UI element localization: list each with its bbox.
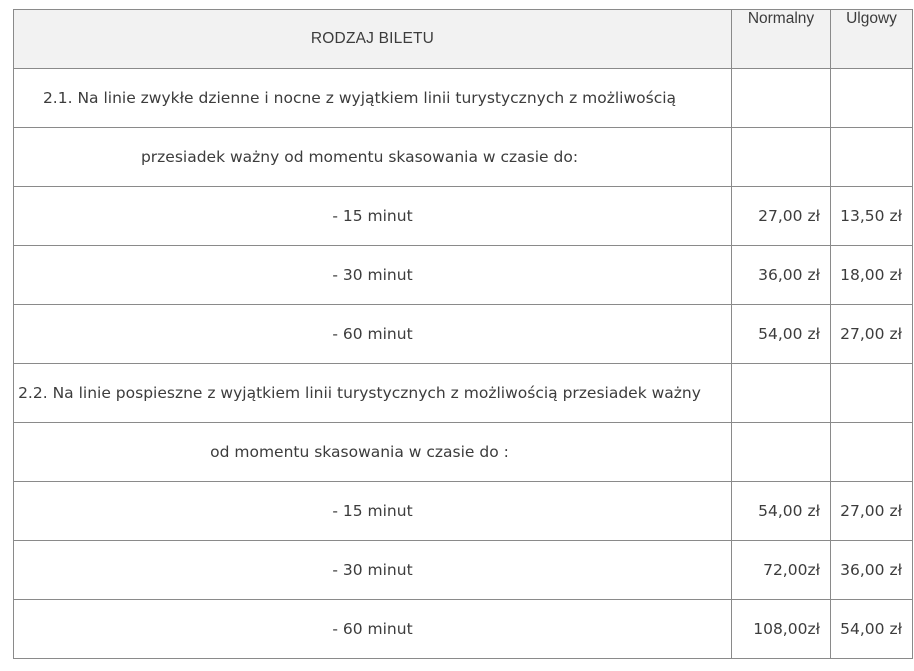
header-ticket-type: RODZAJ BILETU [14,10,732,69]
price-reduced: 27,00 zł [831,482,913,541]
row-description: 2.2. Na linie pospieszne z wyjątkiem linii turystycznych z możliwością przesiadek ważny [14,364,732,423]
row-description: - 15 minut [14,187,732,246]
header-reduced: Ulgowy [831,10,913,69]
table-row [14,600,913,659]
table-row [14,541,913,600]
fare-table [13,9,913,659]
price-reduced: 13,50 zł [831,187,913,246]
price-reduced: 18,00 zł [831,246,913,305]
price-normal [732,423,831,482]
price-normal: 27,00 zł [732,187,831,246]
price-normal: 54,00 zł [732,305,831,364]
table-header-row [14,10,913,69]
price-reduced: 36,00 zł [831,541,913,600]
table-row [14,187,913,246]
table-row [14,305,913,364]
header-normal: Normalny [732,10,831,69]
row-description: od momentu skasowania w czasie do : [14,423,732,482]
price-normal: 36,00 zł [732,246,831,305]
table-row [14,69,913,128]
price-normal [732,364,831,423]
price-reduced: 27,00 zł [831,305,913,364]
price-normal: 108,00zł [732,600,831,659]
price-reduced: 54,00 zł [831,600,913,659]
price-normal: 54,00 zł [732,482,831,541]
price-reduced [831,364,913,423]
row-description: - 60 minut [14,305,732,364]
price-reduced [831,69,913,128]
row-description: - 60 minut [14,600,732,659]
row-description: - 15 minut [14,482,732,541]
price-reduced [831,128,913,187]
row-description: przesiadek ważny od momentu skasowania w czasie do: [14,128,732,187]
table-row [14,246,913,305]
table-row [14,482,913,541]
row-description: - 30 minut [14,246,732,305]
row-description: - 30 minut [14,541,732,600]
price-normal [732,128,831,187]
table-row [14,423,913,482]
row-description: 2.1. Na linie zwykłe dzienne i nocne z wyjątkiem linii turystycznych z możliwością [14,69,732,128]
table-row [14,128,913,187]
price-normal [732,69,831,128]
table-row [14,364,913,423]
price-reduced [831,423,913,482]
price-normal: 72,00zł [732,541,831,600]
